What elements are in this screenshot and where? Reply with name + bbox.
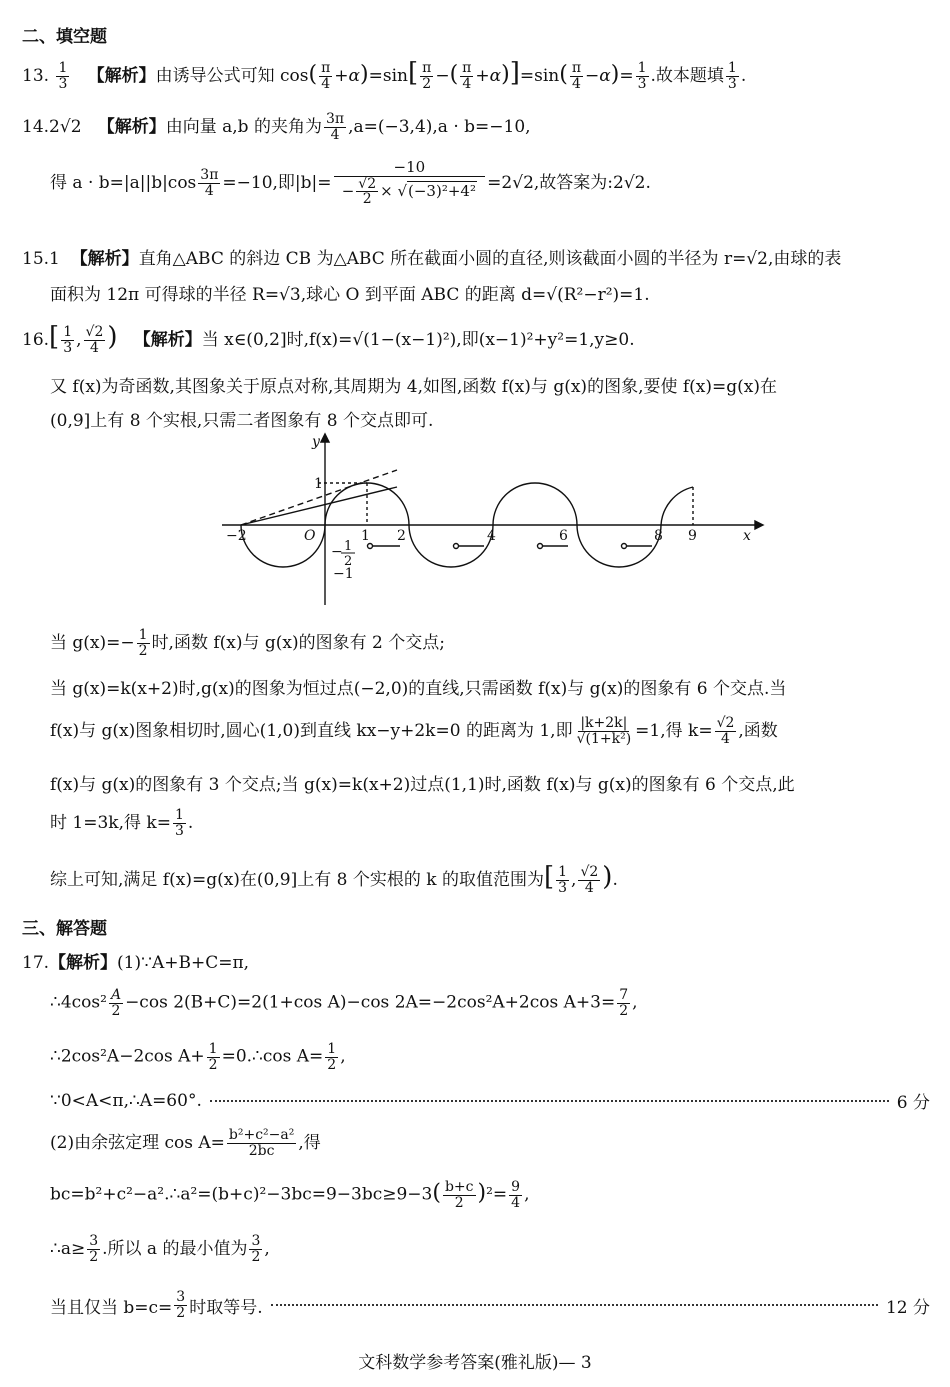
score-6: 6 分: [896, 1093, 930, 1113]
y-tick-half-den: 2: [344, 554, 353, 569]
q17-line1: 17.【解析】(1)∵A+B+C=π,: [22, 953, 250, 973]
open-dot-2: [454, 544, 459, 549]
q16-line8: 时 1=3k,得 k= $\frac{1}{3}$ .: [50, 807, 194, 839]
tick-9: 9: [688, 528, 697, 544]
q14-answer: 2√2: [49, 117, 82, 137]
open-dot-1: [368, 544, 373, 549]
section-solve-title: 三、解答题: [22, 919, 107, 939]
q16-line7: f(x)与 g(x)的图象有 3 个交点;当 g(x)=k(x+2)过点(1,1)时,函数 f(x)与 g(x)的图象有 6 个交点,此: [50, 775, 795, 795]
tick-neg2: −2: [226, 528, 247, 544]
y-tick-half-num: 1: [344, 539, 353, 554]
y-tick-neg-sign: −: [331, 544, 343, 560]
section-fill-title: 二、填空题: [22, 27, 107, 47]
q13-answer: $\frac{1}{3}$: [58, 60, 68, 92]
y-tick-1: 1: [314, 476, 323, 492]
q17-line4: ∵0<A<π,∴A=60°. 6 分: [50, 1088, 930, 1113]
q17-line5: (2)由余弦定理 cos A= $\frac{\text{b²+c²−a²}}{2bc}$ ,得: [50, 1127, 321, 1159]
q13-number: 13.: [22, 66, 50, 86]
q16-line3: (0,9]上有 8 个实根,只需二者图象有 8 个交点即可.: [50, 411, 434, 431]
tick-4: 4: [487, 528, 496, 544]
q16-line5: 当 g(x)=k(x+2)时,g(x)的图象为恒过点(−2,0)的直线,只需函数 f(x)与 g(x)的图象有 6 个交点.当: [50, 679, 787, 699]
q14-line2: 得 a · b=|a||b|cos $\frac{3\pi}{4}$ =−10,即|b|= −10 − $\frac{√2}{2}$ × √(−3)²+4² =2√2,故答案为:2√2.: [50, 158, 651, 208]
q17-line2: ∴4cos² $\frac{A}{2}$ −cos 2(B+C)=2(1+cos A)−cos 2A=−2cos²A+2cos A+3= $\frac{7}{2}$ ,: [50, 987, 638, 1019]
page-footer: 文科数学参考答案(雅礼版)— 3: [358, 1353, 592, 1373]
q17-line7: ∴a≥ $\frac{3}{2}$ .所以 a 的最小值为 $\frac{3}{2}$ ,: [50, 1233, 270, 1265]
q16-line4: 当 g(x)=− $\frac{1}{2}$ 时,函数 f(x)与 g(x)的图象有 2 个交点;: [50, 627, 446, 659]
q16-line6: f(x)与 g(x)图象相切时,圆心(1,0)到直线 kx−y+2k=0 的距离为 1,即 $\frac{|k+2k|}{\text{√(1+k²)}}$ =1,得 k= $\frac{√2}{4}$ ,函数: [50, 715, 778, 747]
q15-answer: 1: [49, 249, 60, 269]
tick-6: 6: [559, 528, 568, 544]
curve-seg-6: [661, 487, 693, 525]
q15-line1: 15.1 【解析】直角△ABC 的斜边 CB 为△ABC 所在截面小圆的直径,则该截面小圆的半径为 r=√2,由球的表: [22, 249, 842, 269]
open-dot-4: [622, 544, 627, 549]
tick-1: 1: [361, 528, 370, 544]
q17-line8: 当且仅当 b=c= $\frac{3}{2}$ 时取等号. 12 分: [50, 1289, 930, 1321]
q16-graph: [215, 430, 765, 610]
y-tick-neg1: −1: [333, 566, 354, 582]
q17-line3: ∴2cos²A−2cos A+ $\frac{1}{2}$ =0.∴cos A= $\frac{1}{2}$ ,: [50, 1041, 346, 1073]
q16-line9: 综上可知,满足 f(x)=g(x)在(0,9]上有 8 个实根的 k 的取值范围为[ $\frac{1}{3}$ , $\frac{√2}{4}$ ).: [50, 862, 618, 896]
q15-line2: 面积为 12π 可得球的半径 R=√3,球心 O 到平面 ABC 的距离 d=√(R²−r²)=1.: [50, 285, 650, 305]
x-axis-label: x: [743, 528, 751, 544]
analysis-tag: 【解析】: [87, 66, 156, 86]
open-dot-3: [538, 544, 543, 549]
q14-line1: 14.2√2 【解析】由向量 a,b 的夹角为 $\frac{3\pi}{4}$ ,a=(−3,4),a · b=−10,: [22, 111, 531, 143]
origin-label: O: [304, 528, 316, 544]
q13-line: 13. $\frac{1}{3}$ 【解析】由诱导公式可知 cos( $\frac{\pi}{4}$ +α)=sin[ $\frac{\pi}{2}$ −( $\frac{\pi}{4}$ +α)]=sin( $\frac{\pi}{4}$ −α)= $\frac{1}{3}$ .故本题填 $\frac{1}{3}$ .: [22, 58, 747, 92]
tick-8: 8: [654, 528, 663, 544]
q16-line1: 16.[ $\frac{1}{3}$ , $\frac{√2}{4}$ ) 【解析】当 x∈(0,2]时,f(x)=√(1−(x−1)²),即(x−1)²+y²=1,y≥0.: [22, 322, 635, 356]
q16-line2: 又 f(x)为奇函数,其图象关于原点对称,其周期为 4,如图,函数 f(x)与 g(x)的图象,要使 f(x)=g(x)在: [50, 377, 777, 397]
curve-seg-4: [493, 483, 577, 525]
y-axis-label: y: [312, 434, 320, 450]
line-through-1-1: [241, 487, 397, 525]
score-12: 12 分: [885, 1297, 930, 1318]
tick-2: 2: [397, 528, 406, 544]
q17-line6: bc=b²+c²−a².∴a²=(b+c)²−3bc=9−3bc≥9−3( $\frac{b+c}{2}$ )²= $\frac{9}{4}$ ,: [50, 1179, 530, 1211]
